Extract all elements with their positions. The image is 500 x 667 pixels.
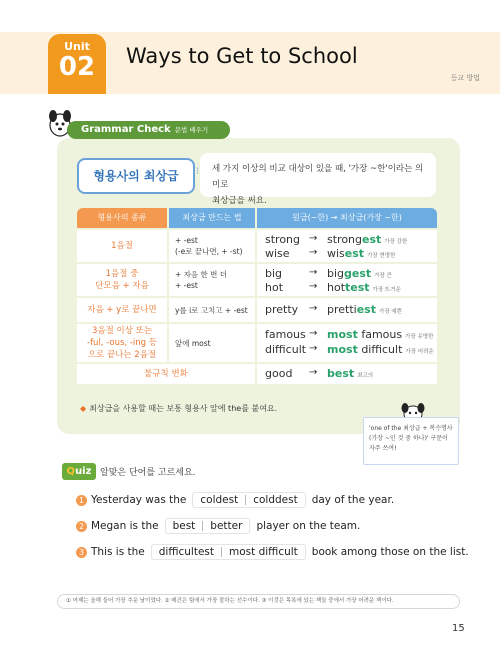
table-header-type: 형용사의 종류 [77,208,167,228]
result-word: best [327,367,355,380]
result-stem: pretti [327,303,357,316]
example-gloss: 가장 큰 [374,273,392,279]
table-row-category [77,264,167,296]
arrow-icon: → [309,267,318,278]
example-base: big [265,267,283,280]
table-row-rule [169,264,255,296]
category-line: 1음절 중 [105,269,139,279]
definition-arrow-icon: ⁝ [196,166,200,177]
example-result [327,303,402,316]
table-row-rule [169,298,255,322]
unit-word: Unit [64,40,90,53]
example-line [265,281,401,294]
quiz-badge-q: Q [66,466,76,477]
arrow-icon: → [309,328,318,339]
quiz-after: book among those on the list. [311,546,469,558]
example-gloss: 가장 예쁜 [379,309,403,315]
table-row-category: 불규칙 변화 [77,364,255,384]
result-suffix: est [356,303,376,316]
quiz-after: player on the team. [256,520,361,532]
example-result [327,267,392,280]
example-base: hot [265,281,284,294]
arrow-icon: → [309,343,318,354]
choice-divider [221,547,222,557]
table-header-examples: 원급(~한) → 최상급(가장 ~한) [257,208,437,228]
example-line [265,343,434,356]
example-result [327,247,395,260]
example-gloss: 최고의 [357,373,374,379]
rule-line: 앞에 most [175,338,211,348]
example-line [265,233,408,246]
table-row-rule [169,324,255,362]
arrow-icon: → [309,303,318,314]
example-base: famous [265,328,306,341]
example-gloss: 가장 뜨거운 [372,287,401,293]
result-stem: big [327,267,345,280]
note-text: 최상급을 사용할 때는 보통 형용사 앞에 the를 붙여요. [89,404,278,413]
result-suffix: est [344,247,365,260]
definition-text [200,153,436,206]
tip-line: 자주 쓰여! [369,445,397,452]
example-gloss: 가장 현명한 [367,253,396,259]
example-base: difficult [265,343,307,356]
category-line: 단모음 + 자음 [95,281,149,291]
page-title: Ways to Get to School [126,44,358,68]
quiz-item [76,518,360,534]
example-base: strong [265,233,301,246]
example-base: wise [265,247,290,260]
grammar-check-label: Grammar Check [81,124,171,135]
result-stem: hot [327,281,346,294]
bullet-icon: ◆ [80,404,87,413]
example-line [265,247,396,260]
result-most: most [327,328,358,341]
category-line: 으로 끝나는 2음절 [87,350,157,360]
example-line [265,267,392,280]
tip-line: (가장 ~인 것 중 하나)' 구문이 [369,435,448,442]
unit-badge [48,34,106,94]
result-most: most [327,343,358,356]
page-number: 15 [452,623,465,634]
arrow-icon: → [309,233,318,244]
quiz-before: This is the [91,546,145,558]
quiz-before: Yesterday was the [91,494,187,506]
rule-line: (-e로 끝나면, + -st) [175,247,243,256]
table-row-category [77,324,167,362]
grammar-check-badge [67,121,230,139]
choice-option-a[interactable]: best [172,520,196,532]
example-gloss: 가장 어려운 [405,349,434,355]
grammar-note [80,403,277,414]
quiz-after: day of the year. [311,494,395,506]
rule-line: + -est [175,281,198,290]
choice-option-b[interactable]: colddest [253,494,298,506]
quiz-badge-rest: uiz [75,466,92,477]
result-suffix: gest [344,267,372,280]
quiz-number: 3 [76,547,87,558]
choice-option-a[interactable]: coldest [200,494,239,506]
choice-group [165,518,251,534]
result-word: famous [357,328,403,341]
quiz-badge [62,463,96,480]
page-subtitle: 등교 방법 [450,74,480,82]
choice-option-b[interactable]: better [210,520,243,532]
table-row-category: 1음절 [77,230,167,262]
quiz-item [76,492,394,508]
example-result [327,367,373,380]
choice-group [151,544,306,560]
result-stem: strong [327,233,363,246]
quiz-number: 1 [76,495,87,506]
choice-option-a[interactable]: difficultest [158,546,215,558]
definition-line-2: 최상급을 써요. [212,196,267,206]
example-line [265,328,434,341]
category-line: 3음절 이상 또는 [91,326,153,336]
arrow-icon: → [309,281,318,292]
quiz-number: 2 [76,521,87,532]
quiz-item [76,544,469,560]
answer-key: ① 어제는 올해 들어 가장 추운 날이었다. ② 메건은 팀에서 가장 잘하는 선수이다. ③ 이것은 목록에 있는 책들 중에서 가장 어려운 책이다. [57,594,460,609]
example-result [327,343,434,356]
result-suffix: est [362,233,382,246]
example-gloss: 가장 유명한 [405,334,434,340]
example-line [265,303,403,316]
example-base: pretty [265,303,299,316]
example-result [327,328,433,341]
table-header-rule: 최상급 만드는 법 [169,208,255,228]
tip-line: 'one of the 최상급 + 복수명사 [369,425,453,432]
table-row-rule [169,230,255,262]
rule-line: y를 i로 고치고 + -est [175,305,248,315]
example-line [265,367,374,380]
choice-group [192,492,305,508]
rule-line: + 자음 한 번 더 [175,270,228,279]
arrow-icon: → [309,247,318,258]
quiz-before: Megan is the [91,520,159,532]
example-base: good [265,367,293,380]
table-row-category: 자음 + y로 끝나면 [77,298,167,322]
tip-card [363,417,459,465]
choice-divider [245,495,246,505]
result-word: difficult [357,343,403,356]
definition-term: 형용사의 최상급 [77,158,195,194]
grammar-check-sub: 문법 배우기 [174,126,209,134]
example-gloss: 가장 강한 [384,239,408,245]
quiz-instruction: 알맞은 단어를 고르세요. [100,468,196,478]
choice-option-b[interactable]: most difficult [229,546,298,558]
result-suffix: test [345,281,370,294]
category-line: -ful, -ous, -ing 등 [87,338,157,348]
arrow-icon: → [309,367,318,378]
choice-divider [202,521,203,531]
example-result [327,233,407,246]
unit-number: 02 [58,52,96,82]
result-stem: wis [327,247,345,260]
example-result [327,281,401,294]
definition-line-1: 세 가지 이상의 비교 대상이 있을 때, '가장 ~한'이라는 의미로 [212,164,424,190]
rule-line: + -est [175,236,198,245]
